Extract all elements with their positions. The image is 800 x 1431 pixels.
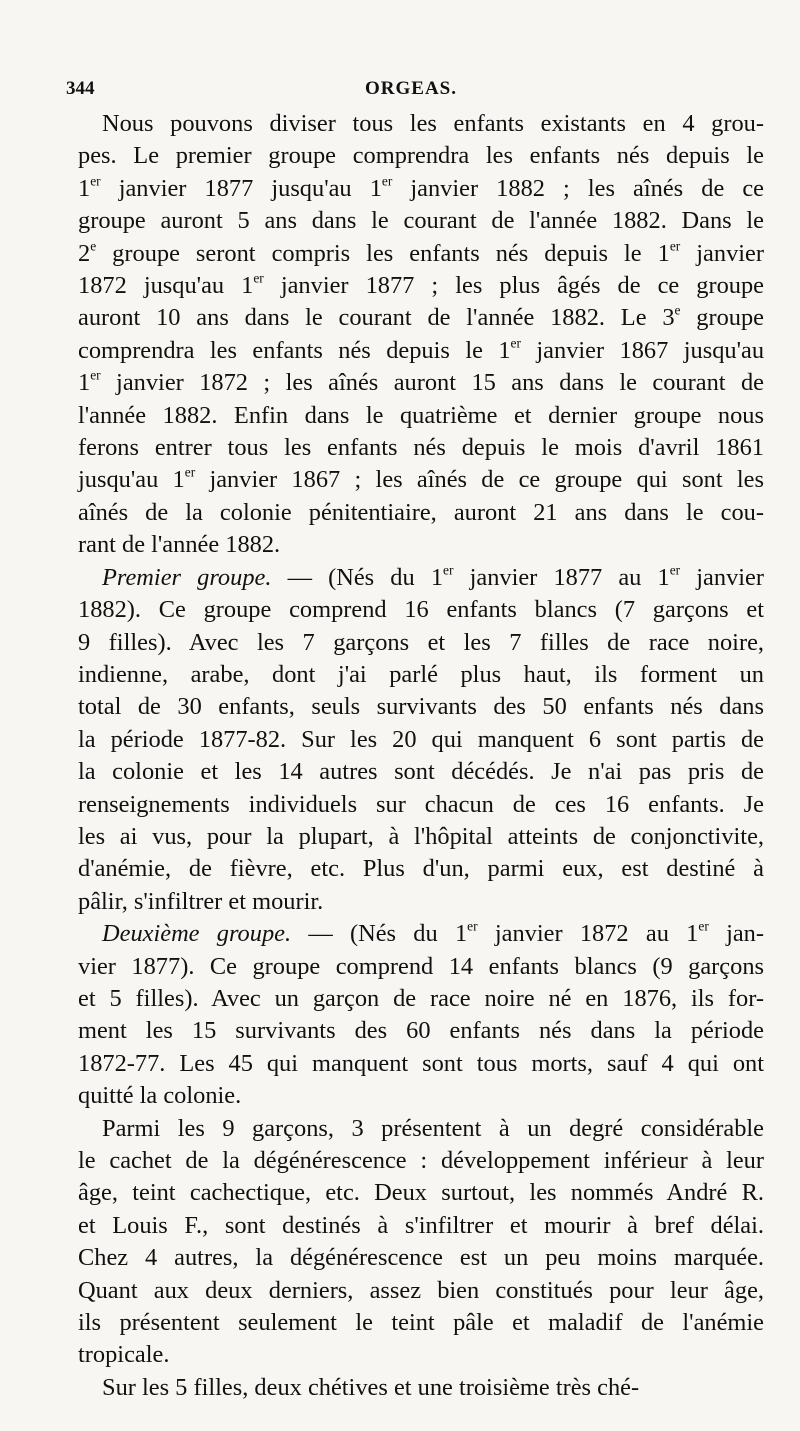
text-line: aînés de la colonie pénitentiaire, auront 21 ans dans le cou- — [78, 498, 764, 526]
text-line: 1882). Ce groupe comprend 16 enfants blancs (7 garçons et — [78, 596, 764, 624]
text-line: quitté la colonie. — [78, 1082, 242, 1110]
text-line: le cachet de la dégénérescence : développement inférieur à leur — [78, 1147, 764, 1174]
paragraph — [78, 108, 764, 562]
text-line: comprendra les enfants nés depuis le 1er janvier 1867 jusqu'au — [78, 335, 765, 364]
text-line: les ai vus, pour la plupart, à l'hôpital atteints de conjonctivite, — [78, 822, 764, 850]
body-text — [78, 108, 764, 1404]
text-line: d'anémie, de fièvre, etc. Plus d'un, parmi eux, est destiné à — [78, 855, 764, 883]
text-line: ment les 15 survivants des 60 enfants nés dans la période — [78, 1017, 764, 1045]
text-line: ils présentent seulement le teint pâle et maladif de l'anémie — [78, 1309, 764, 1337]
text-line: groupe auront 5 ans dans le courant de l'année 1882. Dans le — [78, 207, 764, 235]
text-line: 1872-77. Les 45 qui manquent sont tous morts, sauf 4 qui ont — [78, 1049, 764, 1077]
text-line: tropicale. — [78, 1341, 170, 1369]
running-title: ORGEAS. — [365, 78, 457, 99]
text-line: Deuxième groupe. — (Nés du 1er janvier 1872 au 1er jan- — [102, 918, 764, 948]
paragraph — [78, 1372, 764, 1404]
text-line: Parmi les 9 garçons, 3 présentent à un degré considérable — [102, 1114, 764, 1142]
text-line: total de 30 enfants, seuls survivants des 50 enfants nés dans — [78, 693, 764, 721]
section-heading: Deuxième groupe. — [102, 920, 292, 948]
page-number: 344 — [66, 78, 95, 99]
text-line: 2e groupe seront compris les enfants nés depuis le 1er janvier — [78, 237, 764, 267]
text-line: âge, teint cachectique, etc. Deux surtout, les nommés André R. — [78, 1179, 764, 1207]
text-line: la période 1877-82. Sur les 20 qui manquent 6 sont partis de — [78, 725, 764, 753]
text-line: et Louis F., sont destinés à s'infiltrer et mourir à bref délai. — [78, 1211, 764, 1239]
text-line: Premier groupe. — (Nés du 1er janvier 1877 au 1er janvier — [102, 561, 764, 591]
text-line: rant de l'année 1882. — [78, 531, 281, 559]
section-heading: Premier groupe. — [102, 563, 272, 591]
text-line: vier 1877). Ce groupe comprend 14 enfants blancs (9 garçons — [78, 952, 764, 980]
text-line: indienne, arabe, dont j'ai parlé plus haut, ils forment un — [78, 660, 764, 688]
text-line: jusqu'au 1er janvier 1867 ; les aînés de ce groupe qui sont les — [78, 464, 764, 494]
text-line: Sur les 5 filles, deux chétives et une troisième très ché- — [102, 1373, 640, 1401]
text-line: renseignements individuels sur chacun de ces 16 enfants. Je — [78, 790, 764, 818]
text-line: 1er janvier 1877 jusqu'au 1er janvier 1882 ; les aînés de ce — [78, 173, 764, 202]
text-line: pâlir, s'infiltrer et mourir. — [78, 887, 324, 915]
paragraph — [78, 1113, 764, 1372]
text-line: Nous pouvons diviser tous les enfants existants en 4 grou- — [102, 110, 764, 137]
text-line: ferons entrer tous les enfants nés depuis le mois d'avril 1861 — [78, 434, 764, 462]
text-line: 9 filles). Avec les 7 garçons et les 7 filles de race noire, — [78, 628, 764, 656]
text-line: la colonie et les 14 autres sont décédés. Je n'ai pas pris de — [78, 758, 764, 786]
text-line: Quant aux deux derniers, assez bien constitués pour leur âge, — [78, 1276, 764, 1304]
text-line: auront 10 ans dans le courant de l'année 1882. Le 3e groupe — [78, 302, 764, 332]
paragraph — [78, 562, 764, 918]
text-line: 1872 jusqu'au 1er janvier 1877 ; les plus âgés de ce groupe — [78, 270, 764, 300]
text-line: et 5 filles). Avec un garçon de race noire né en 1876, ils for- — [78, 984, 764, 1012]
paragraph — [78, 918, 764, 1112]
text-line: Chez 4 autres, la dégénérescence est un peu moins marquée. — [78, 1244, 764, 1272]
page-header — [66, 72, 756, 106]
text-line: pes. Le premier groupe comprendra les enfants nés depuis le — [78, 142, 764, 170]
text-line: 1er janvier 1872 ; les aînés auront 15 ans dans le courant de — [78, 367, 764, 397]
text-line: l'année 1882. Enfin dans le quatrième et dernier groupe nous — [78, 401, 764, 429]
